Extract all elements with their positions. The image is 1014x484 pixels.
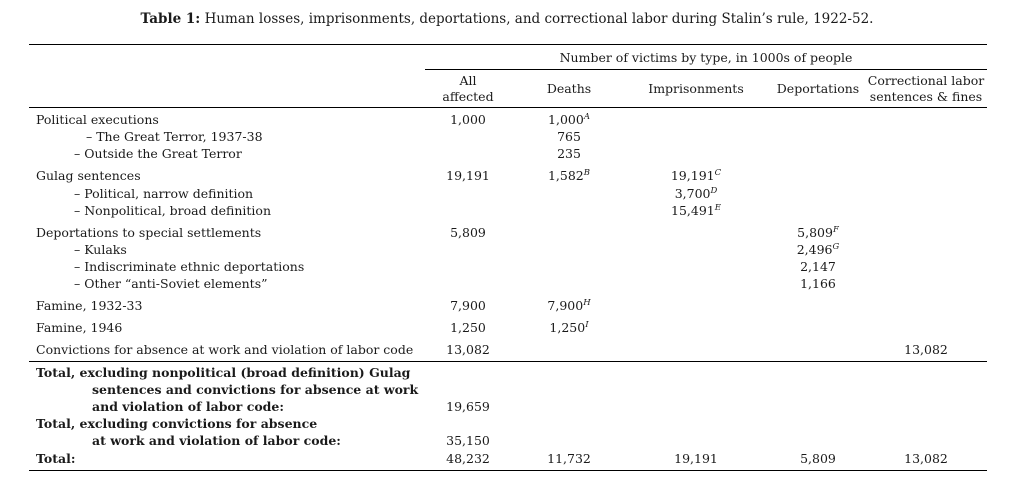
caption-label: Table 1: — [140, 11, 201, 27]
col-header-correctional — [866, 73, 986, 105]
total-imprisonments: 19,191 — [674, 451, 718, 466]
cell-value: 3,700 — [674, 186, 711, 201]
row-label: Gulag sentences — [36, 168, 141, 183]
total-all: 35,150 — [446, 433, 490, 448]
bottom-rule — [29, 470, 987, 471]
row-label: Political executions — [36, 112, 159, 127]
row-label: Deportations to special settlements — [36, 225, 262, 240]
col-header-imprisonments: Imprisonments — [648, 81, 744, 96]
col-header-all-line1: All — [459, 73, 477, 88]
total-label-line: and violation of labor code: — [92, 399, 284, 414]
cell-deportations: 2,147 — [800, 259, 836, 274]
footnote-mark: F — [832, 225, 839, 235]
cell-value: 5,809 — [797, 225, 833, 240]
cell-imprisonments — [636, 186, 756, 202]
cell-value: 1,000 — [548, 112, 584, 127]
cell-value: 1,250 — [549, 320, 586, 335]
cell-value: 1,582 — [547, 168, 584, 183]
row-label: – Outside the Great Terror — [74, 146, 242, 161]
total-all: 48,232 — [446, 451, 490, 466]
cell-deportations — [770, 225, 866, 241]
cell-all: 1,000 — [450, 112, 486, 127]
caption-text: Human losses, imprisonments, deportations, and correctional labor during Stalin’s rule, 1922-52. — [204, 11, 874, 27]
cell-all: 19,191 — [446, 168, 490, 183]
table-caption — [0, 11, 1014, 27]
cell-all: 5,809 — [450, 225, 486, 240]
cell-deaths: 765 — [557, 129, 581, 144]
footnote-mark: B — [583, 168, 591, 178]
cell-all: 7,900 — [450, 298, 486, 313]
footnote-mark: E — [714, 203, 721, 213]
row-label: Famine, 1946 — [36, 320, 123, 335]
header-cmidrule — [425, 69, 987, 70]
col-header-corr-line1: Correctional labor — [867, 73, 985, 88]
cell-correctional: 13,082 — [904, 342, 948, 357]
col-header-deaths: Deaths — [546, 81, 592, 96]
top-rule — [29, 44, 987, 45]
row-label: – The Great Terror, 1937-38 — [86, 129, 263, 144]
total-correctional: 13,082 — [904, 451, 948, 466]
footnote-mark: H — [583, 298, 591, 308]
footnote-mark: A — [583, 112, 590, 122]
cell-deportations: 1,166 — [800, 276, 836, 291]
footnote-mark: D — [710, 186, 718, 196]
cell-value: 2,496 — [796, 242, 833, 257]
total-label: Total: — [36, 451, 76, 466]
col-header-all-line2: affected — [442, 89, 494, 104]
header-span: Number of victims by type, in 1000s of people — [559, 50, 853, 65]
row-label: – Nonpolitical, broad definition — [74, 203, 271, 218]
cell-all: 1,250 — [450, 320, 486, 335]
cell-imprisonments — [636, 203, 756, 219]
cell-value: 7,900 — [547, 298, 584, 313]
cell-deaths — [527, 112, 611, 128]
total-label-line: sentences and convictions for absence at work — [92, 382, 419, 397]
total-deportations: 5,809 — [800, 451, 836, 466]
cell-deaths — [527, 320, 611, 336]
header-rule — [29, 107, 987, 108]
cell-value: 15,491 — [671, 203, 715, 218]
col-header-all — [427, 73, 509, 105]
cell-deportations — [770, 242, 866, 258]
row-label: Famine, 1932-33 — [36, 298, 143, 313]
totals-rule — [29, 361, 987, 362]
row-label: – Indiscriminate ethnic deportations — [74, 259, 305, 274]
footnote-mark: C — [714, 168, 722, 178]
cell-deaths — [527, 168, 611, 184]
col-header-deportations: Deportations — [776, 81, 860, 96]
cell-deaths — [527, 298, 611, 314]
row-label: – Other “anti-Soviet elements” — [74, 276, 268, 291]
col-header-corr-line2: sentences & fines — [869, 89, 983, 104]
row-label: Convictions for absence at work and violation of labor code — [36, 342, 414, 357]
cell-value: 19,191 — [670, 168, 715, 183]
row-label: – Political, narrow definition — [74, 186, 254, 201]
footnote-mark: I — [585, 320, 589, 330]
footnote-mark: G — [832, 242, 840, 252]
total-label-line: Total, excluding convictions for absence — [36, 416, 318, 431]
row-label: – Kulaks — [74, 242, 127, 257]
cell-all: 13,082 — [446, 342, 490, 357]
total-label-line: Total, excluding nonpolitical (broad definition) Gulag — [36, 365, 411, 380]
total-deaths: 11,732 — [547, 451, 591, 466]
total-label-line: at work and violation of labor code: — [92, 433, 341, 448]
cell-deaths: 235 — [557, 146, 581, 161]
cell-imprisonments — [636, 168, 756, 184]
total-all: 19,659 — [446, 399, 490, 414]
